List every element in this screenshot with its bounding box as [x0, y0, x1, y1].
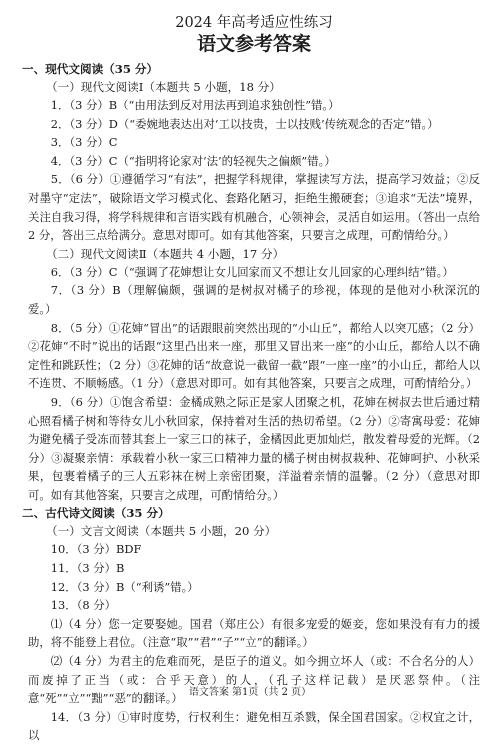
answer-item: 7．（3 分）B（理解偏颇，强调的是树叔对橘子的珍视，体现的是他对小秋深沉的爱。） — [28, 283, 480, 316]
answer-item: 4．（3 分）C（“指明将论家对‘法’的轻视失之偏颇”错。） — [50, 153, 336, 168]
answer-item: 14．（3 分）①审时度势，行权利生：避免相互杀戮，保全国君国家。②权宜之计，以 — [28, 709, 480, 743]
subsection-heading: （一）现代文阅读Ⅰ（本题共 5 小题，18 分） — [46, 80, 281, 94]
subsection-heading: （一）文言文阅读（本题共 5 小题，20 分） — [46, 524, 277, 539]
answer-item: 6．（3 分）C（“强调了花婶想让女儿回家而又不想让女儿回家的心理纠结”错。） — [50, 264, 454, 279]
section-heading: 二、古代诗文阅读（35 分） — [22, 506, 170, 521]
answer-item: 5．（6 分）①遵循学习“有法”，把握学科规律，掌握读写方法，提高学习效益；②反对墨守“定法”，破除语文学习模式化、套路化陋习，拒绝生搬硬套；③追求“无法”境界，关注自我习得，将学科规律和言语实践有机融合，心领神会，灵活自如运用。（答出一点给 2 分，答出三点给满分。意思对即可。如有其他答案，只要言之成理，可酌情给分。） — [28, 172, 480, 243]
answer-item: 10．（3 分）BDF — [50, 542, 142, 557]
answer-item: 13．（8 分） — [50, 598, 117, 613]
answer-item: 9．（6 分）①饱含希望：金橘成熟之际正是家人团聚之机，花婶在树叔去世后通过精心照看橘子树和等待女儿小秋回家，保持着对生活的热切希望。（2 分）②寄寓母爱：花婶为避免橘子受冻而替其套上一家三口的袜子，金橘因此更加灿烂，散发着母爱的光辉。（2 分）③凝聚亲情：承载着小秋一家三口精神力量的橘子树由树叔栽种、花婶呵护、小秋采果，包裹着橘子的三人五彩袜在树上亲密团聚，洋溢着亲情的温馨。（2 分）（意思对即可。如有其他答案，只要言之成理，可酌情给分。） — [28, 394, 480, 502]
answer-item: 1．（3 分）B（“由用法到反对用法再到追求独创性”错。） — [50, 98, 340, 112]
exam-title: 2024 年高考适应性练习 — [175, 15, 333, 31]
answer-item: ⑵（4 分）为君主的危难而死，是臣子的道义。如今拥立坏人（或：不合名分的人）而废掉了正当（或：合乎天意）的人，（孔子这样记载）是厌恶祭仲。（注意“死”“立”“黜”“恶”的翻译。） — [28, 654, 480, 706]
answer-item: 12．（3 分）B（“利诱”错。） — [50, 579, 199, 594]
answer-item: 3．（3 分）C — [50, 135, 118, 150]
doc-title: 语文参考答案 — [196, 33, 311, 55]
section-heading: 一、现代文阅读（35 分） — [22, 62, 159, 76]
answer-item: 8．（5 分）①花婶“冒出”的话跟眼前突然出现的“小山丘”，都给人以突兀感；（2 分）②花婶“不时”说出的话跟“这里凸出来一座，那里又冒出来一座”的小山丘，都给人以不确定性和跳跃性；（2 分）③花婶的话“故意说一截留一截”跟“一座一座”的小山丘，都给人以不连贯、不顺畅感。（1 分）（意思对即可。如有其他答案，只要言之成理，可酌情给分。） — [28, 320, 480, 391]
page-footer: 语文答案 第1页（共 2 页） — [188, 687, 312, 698]
subsection-heading: （二）现代文阅读Ⅱ（本题共 4 小题，17 分） — [46, 246, 285, 261]
answer-item: 11．（3 分）B — [50, 561, 125, 576]
answer-item: 2．（3 分）D（“委婉地表达出对‘工以技贵，士以技贱’传统观念的否定”错。） — [50, 116, 439, 131]
answer-item: ⑴（4 分）您一定要娶她。国君（郑庄公）有很多宠爱的姬妾，您如果没有有力的援助，将不能登上君位。（注意“取”“君”“子”“立”的翻译。） — [28, 616, 480, 650]
